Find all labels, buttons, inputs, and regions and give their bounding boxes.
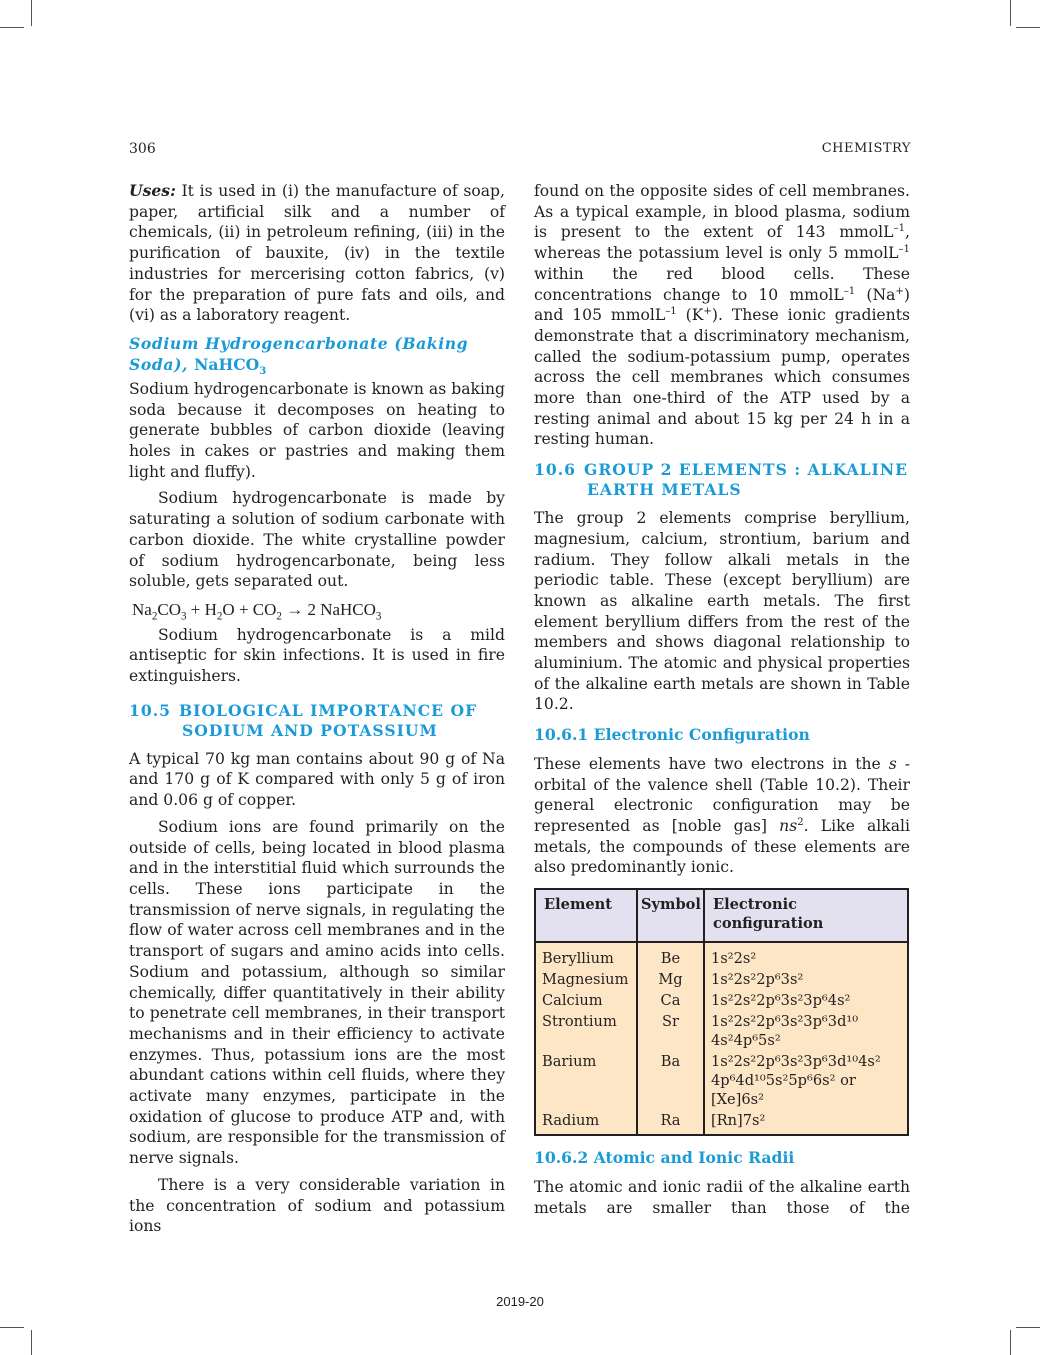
table-header-element: Element [535, 889, 637, 942]
table-header-config: Electronic configuration [704, 889, 908, 942]
element-symbol: Sr [637, 1011, 704, 1051]
element-configuration [704, 942, 908, 969]
crop-mark [31, 1330, 32, 1355]
element-symbol: Mg [637, 969, 704, 990]
bio-paragraph-2: Sodium ions are found primarily on the outside of cells, being located in blood plasma and in the interstitial fluid which surrounds the cells. These ions participate in the transmission of nerve signals, in regulating the flow of water across cell membranes and in the transport of sugars and amino acids into cells. Sodium and potassium, although so similar chemically, differ quantitatively in their ability to penetrate cell membranes, in their transport mechanisms and in their efficiency to activate enzymes. Thus, potassium ions are the most abundant cations within cell fluids, where they activate many enzymes, participate in the oxidation of glucose to produce ATP and, with sodium, are responsible for the transmission of nerve signals. [129, 817, 505, 1168]
bio-paragraph-3: There is a very considerable variation in the concentration of sodium and potassium ions [129, 1175, 505, 1236]
bio-paragraph-1: A typical 70 kg man contains about 90 g of Na and 170 g of K compared with only 5 g of iron and 0.06 g of copper. [129, 749, 505, 810]
table-row [535, 942, 908, 969]
element-configuration [704, 969, 908, 990]
crop-mark [0, 1327, 24, 1328]
section-10-6-1-heading: 10.6.1 Electronic Configuration [534, 725, 810, 745]
electronic-configuration-table [534, 888, 909, 1136]
running-head: CHEMISTRY [821, 141, 911, 156]
configuration-line: 1s²2s²2p⁶3s² [710, 971, 804, 989]
baking-soda-heading: Sodium Hydrogencarbonate (Baking Soda), NaHCO$_3$ [129, 333, 469, 378]
crop-mark [0, 27, 24, 28]
element-name: Radium [535, 1110, 637, 1135]
crop-mark [1016, 27, 1040, 28]
table-row [535, 969, 908, 990]
configuration-line: 1s²2s²2p⁶3s²3p⁶4s² [710, 992, 851, 1010]
element-symbol: Ca [637, 990, 704, 1011]
uses-paragraph: Uses: It is used in (i) the manufacture of soap, paper, artificial silk and a number of chemicals, (ii) in petroleum refining, (iii) in the purification of bauxite, (iv) in the textile industries for mercerising cotton fabrics, (v) for the preparation of pure fats and oils, and (vi) as a laboratory reagent. [129, 181, 505, 325]
configuration-line: 4s²4p⁶5s² [710, 1032, 781, 1050]
element-name: Beryllium [535, 942, 637, 969]
element-name: Strontium [535, 1011, 637, 1051]
section-10-6-heading: 10.6 GROUP 2 ELEMENTS : ALKALINE EARTH METALS [534, 460, 908, 500]
config-paragraph: These elements have two electrons in the s -orbital of the valence shell (Table 10.2). Their general electronic configuration may be represented as [noble gas] $ns^2$. Like alkali metals, the compounds of these elements are also predominantly ionic. [534, 754, 910, 877]
section-10-5-heading: 10.5 BIOLOGICAL IMPORTANCE OF SODIUM AND POTASSIUM [129, 700, 478, 740]
element-configuration [704, 1051, 908, 1110]
crop-mark [1016, 1327, 1040, 1328]
table-row [535, 1011, 908, 1051]
right-column [534, 181, 910, 1218]
element-configuration [704, 1110, 908, 1135]
group2-paragraph: The group 2 elements comprise beryllium, magnesium, calcium, strontium, barium and radium. They follow alkali metals in the periodic table. These (except beryllium) are known as alkaline earth metals. The first element beryllium differs from the rest of the members and shows diagonal relationship to aluminium. The atomic and physical properties of the alkaline earth metals are shown in Table 10.2. [534, 509, 910, 714]
page-number: 306 [129, 141, 156, 157]
configuration-line: [Rn]7s² [710, 1112, 766, 1130]
baking-paragraph-3: Sodium hydrogencarbonate is a mild antiseptic for skin infections. It is used in fire extinguishers. [129, 625, 505, 686]
element-configuration [704, 990, 908, 1011]
baking-paragraph-2: Sodium hydrogencarbonate is made by saturating a solution of sodium carbonate with carbon dioxide. The white crystalline powder of sodium hydrogencarbonate, being less soluble, gets separated out. [129, 489, 505, 591]
element-symbol: Be [637, 942, 704, 969]
element-configuration [704, 1011, 908, 1051]
element-symbol: Ra [637, 1110, 704, 1135]
baking-paragraph-1: Sodium hydrogencarbonate is known as baking soda because it decomposes on heating to generate bubbles of carbon dioxide (leaving holes in cakes or pastries and making them light and fluffy). [129, 379, 505, 481]
element-symbol: Ba [637, 1051, 704, 1110]
crop-mark [1010, 0, 1011, 26]
continued-paragraph: found on the opposite sides of cell membranes. As a typical example, in blood plasma, sodium is present to the extent of 143 mmolL$^{-1}$, whereas the potassium level is only 5 mmolL$^{-1}$ within the red blood cells. These concentrations change to 10 mmolL$^{-1}$ (Na+) and 105 mmolL$^{-1}$ (K+). These ionic gradients demonstrate that a discriminatory mechanism, called the sodium-potassium pump, operates across the cell membranes which consumes more than one-third of the ATP used by a resting animal and about 15 kg per 24 h in a resting human. [534, 182, 910, 449]
element-name: Magnesium [535, 969, 637, 990]
table-row [535, 990, 908, 1011]
table-row [535, 1110, 908, 1135]
table-header-symbol: Symbol [637, 889, 704, 942]
element-name: Barium [535, 1051, 637, 1110]
uses-label: Uses: [129, 181, 176, 200]
radii-paragraph: The atomic and ionic radii of the alkaline earth metals are smaller than those of the [534, 1177, 910, 1217]
configuration-line: 1s²2s²2p⁶3s²3p⁶3d¹⁰ [710, 1013, 859, 1031]
footer-year: 2019-20 [496, 1294, 544, 1309]
element-name: Calcium [535, 990, 637, 1011]
configuration-line: 1s²2s²2p⁶3s²3p⁶3d¹⁰4s² [710, 1053, 881, 1071]
configuration-line: 1s²2s² [710, 950, 757, 968]
configuration-line: [Xe]6s² [710, 1091, 764, 1109]
table-row [535, 1051, 908, 1110]
crop-mark [1010, 1330, 1011, 1355]
section-10-6-2-heading: 10.6.2 Atomic and Ionic Radii [534, 1148, 795, 1168]
configuration-line: 4p⁶4d¹⁰5s²5p⁶6s² or [710, 1072, 856, 1090]
crop-mark [31, 0, 32, 26]
equation: $Na_2CO_3 + H_2O + CO_2 \to 2$ NaHCO$_3$ [132, 599, 382, 623]
left-column [129, 181, 505, 1237]
